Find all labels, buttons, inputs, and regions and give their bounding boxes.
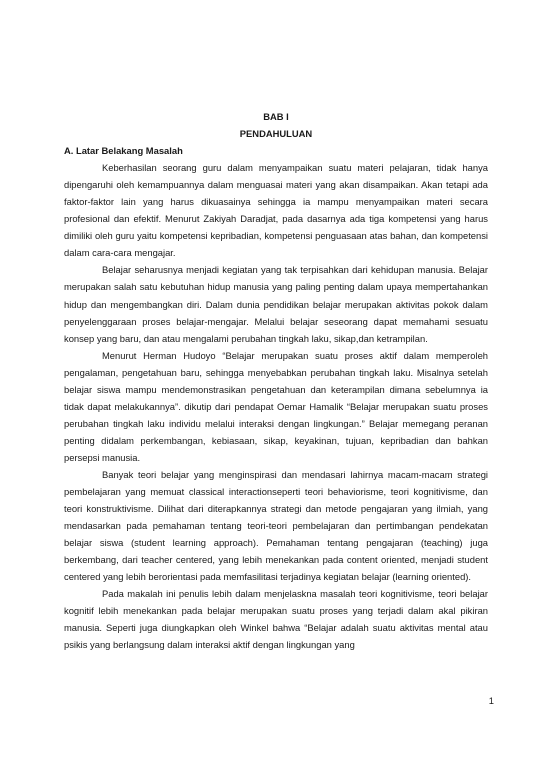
section-title: A. Latar Belakang Masalah — [64, 145, 183, 157]
paragraph: Pada makalah ini penulis lebih dalam menjelaskna masalah teori kognitivisme, teori belajar kognitif lebih menekankan pada belajar merupakan suatu proses yang terjadi dalam akal pikiran manusia. Seperti juga diungkapkan oleh Winkel bahwa “Belajar adalah suatu aktivitas mental atau psikis yang berlangsung dalam interaksi aktif dengan lingkungan yang — [64, 588, 488, 651]
paragraph: Belajar seharusnya menjadi kegiatan yang tak terpisahkan dari kehidupan manusia. Belajar merupakan salah satu kebutuhan hidup manusia yang paling penting dalam upaya mempertahankan hidup dan mengembangkan diri. Dalam dunia pendidikan belajar merupakan aktivitas pokok dalam penyelenggaraan proses belajar-mengajar. Melalui belajar seseorang dapat memahami sesuatu konsep yang baru, dan atau mengalami perubahan tingkah laku, sikap,dan ketrampilan. — [64, 264, 488, 344]
chapter-title: PENDAHULUAN — [239, 128, 313, 140]
chapter-label: BAB I — [263, 111, 289, 122]
paragraph: Keberhasilan seorang guru dalam menyampaikan suatu materi pelajaran, tidak hanya dipengaruhi oleh kemampuannya dalam menguasai materi yang akan disampaikan. Akan tetapi ada faktor-faktor lain yang harus dikuasainya sehingga ia mampu menyampaikan materi secara profesional dan efektif. Menurut Zakiyah Daradjat, pada dasarnya ada tiga kompetensi yang harus dimiliki oleh guru yaitu kompetensi kepribadian, kompetensi penguasaan atas bahan, dan kompetensi dalam cara-cara mengajar. — [64, 162, 488, 259]
page-number: 1 — [488, 695, 494, 706]
paragraph: Menurut Herman Hudoyo “Belajar merupakan suatu proses aktif dalam memperoleh pengalaman, pengetahuan baru, sehingga menyebabkan perubahan tingkah laku. Misalnya setelah belajar siswa mampu mendemonstrasikan pengetahuan dan keterampilan dimana sebelumnya ia tidak dapat melakukannya”. dikutip dari pendapat Oemar Hamalik “Belajar merupakan suatu proses perubahan tingkah laku individu melalui interaksi dengan lingkungan.” Belajar memegang peranan penting didalam perkembangan, kebiasaan, sikap, keyakinan, tujuan, kepribadian dan bahkan persepsi manusia. — [64, 349, 488, 463]
paragraph: Banyak teori belajar yang menginspirasi dan mendasari lahirnya macam-macam strategi pembelajaran yang memuat classical interactionseperti teori behaviorisme, teori kognitivisme, dan teori konstruktivisme. Dilihat dari diterapkannya strategi dan metode pengajaran yang ilmiah, yang mendasarkan pada pemahaman tentang teori-teori pembelajaran dan pertimbangan pendekatan belajar siswa (student learning approach). Pemahaman tentang pengajaran (teaching) juga berkembang, dari teacher centered, yang lebih menekankan pada content oriented, menjadi student centered yang lebih berorientasi pada memfasilitasi terjadinya kegiatan belajar (learning oriented). — [64, 468, 488, 583]
page-body — [64, 108, 488, 654]
